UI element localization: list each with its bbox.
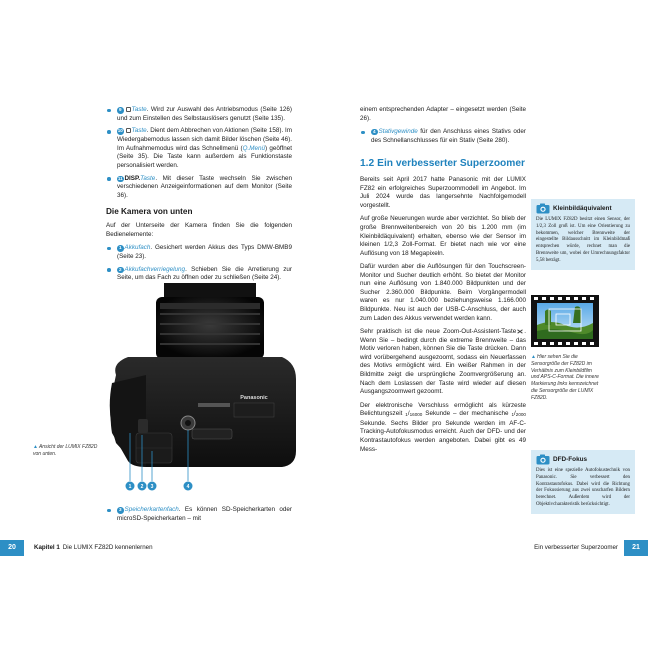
- callout-1: 1: [128, 484, 132, 490]
- section-number: 1.2: [360, 158, 375, 170]
- list-item-term: Stativgewinde: [378, 127, 418, 135]
- list-item-text: . Dient dem Abbrechen von Aktionen (Seite 158). Im Wiedergabemodus lassen sich damit Bilder löschen (Seite 46). Im Aufnahmemodus wird das Schnellmenü (: [117, 127, 292, 152]
- camera-bottom-photo: [106, 283, 298, 493]
- section-heading: [360, 158, 526, 170]
- paragraph-shutter: Der elektronische Verschluss ermöglicht als kürzeste Belichtungszeit $^1/_{16000}$ Sekunde – der mechanische $^1/_{2000}$ Sekunde. Sechs Bilder pro Sekunde werden im AF-C-Tracking-Autofokusmodus erreicht. Auch der DFD- und der Kontrastautofokus werden angeboten. Dabei gibt es 49 Mess-: [360, 401, 526, 453]
- bullets-stativ: [360, 128, 526, 145]
- camera-icon: [536, 203, 550, 214]
- callout-2: 2: [140, 484, 144, 490]
- sidebar-box-text: Die LUMIX FZ82D besitzt einen Sensor, der 1/2,3 Zoll groß ist. Um eine Orientierung zu bekommen, welcher Brennweite der eingestellte Bildausschnitt im Kleinbildmaß entsprechen würde, rechnet man die Brennweite um, wobei der Umrechnungsfaktor 5,58 beträgt.: [536, 217, 630, 263]
- continuation-paragraph: einem entsprechenden Adapter – eingesetzt werden (Seite 26).: [360, 106, 526, 122]
- fraction-1-num: 1: [405, 412, 408, 418]
- list-item-term: Akkufachverriegelung: [124, 265, 186, 273]
- list-item: [360, 128, 526, 145]
- caption-arrow-icon: ▲: [33, 444, 38, 450]
- self-timer-icon: [126, 107, 131, 112]
- callout-number: 2: [118, 266, 122, 272]
- callout-number: 10: [117, 128, 123, 134]
- sidebar-box-title: [536, 454, 630, 465]
- disp-label: DISP.: [124, 174, 141, 182]
- list-item-text: . Mit dieser Taste wechseln Sie zwischen verschiedenen Anzeigeinformationen auf dem Monitor (Seite 36).: [117, 174, 292, 199]
- left-column-bottom: [106, 506, 292, 528]
- list-item: [106, 175, 292, 201]
- callout-number: 1: [118, 245, 122, 251]
- chapter-label: Kapitel 1: [34, 544, 60, 551]
- list-item-term: Taste: [131, 127, 147, 135]
- list-item: [106, 127, 292, 170]
- intro-paragraph: Auf der Unterseite der Kamera finden Sie die folgenden Bedienelemente:: [106, 222, 292, 238]
- paragraph-zoom: [360, 328, 526, 397]
- fraction-2-num: 1: [511, 412, 515, 418]
- list-item-text-2: ) geöffnet (Seite 35). Die Taste kann außerdem als Funktionstaste personalisiert werden.: [117, 144, 292, 169]
- photo-caption: [33, 444, 101, 458]
- sidebar-box-dfd: [531, 450, 635, 514]
- paragraph: Bereits seit April 2017 hatte Panasonic mit der LUMIX FZ82 ein erfolgreiches Superzoommodell im Angebot. Im Juli 2024 wurde das langersehnte Nachfolgemodell vorgestellt.: [360, 176, 526, 209]
- section-title: Ein verbesserter Superzoomer: [377, 158, 525, 170]
- callout-4: 4: [186, 484, 190, 490]
- subheading: Die Kamera von unten: [106, 207, 193, 217]
- fraction-1-den: 16000: [409, 412, 423, 418]
- list-item-term: Speicherkartenfach: [124, 506, 179, 513]
- callout-number: 3: [118, 507, 122, 512]
- footer-left: [0, 540, 324, 556]
- list-item-term: Taste: [140, 174, 156, 182]
- footer-chapter: [34, 540, 153, 556]
- list-item-text: . Es können SD-Speicherkarten oder microSD-Speicherkarten – mit: [117, 506, 292, 522]
- bullets-bottom-continued: [106, 506, 292, 523]
- list-item-text: . Schieben Sie die Arretierung zur Seite, um das Fach zu öffnen oder zu schließen (Seite 24).: [117, 265, 292, 282]
- film-caption-text: Hier sehen Sie die Sensorgröße der FZ82D im Verhältnis zum Kleinbildfilm und APS-C-Format. Die innere Markierung links kennzeichnet die Sensorgröße der LUMIX FZ82D.: [531, 354, 599, 401]
- list-item-text: . Wird zur Auswahl des Antriebsmodus (Seite 126) und zum Einstellen des Selbstauslösers genutzt (Seite 135).: [117, 106, 292, 122]
- chapter-title: Die LUMIX FZ82D kennenlernen: [62, 544, 153, 551]
- footer-right: [324, 540, 648, 556]
- bullets-top: [106, 106, 292, 200]
- photo-caption-text: Ansicht der LUMIX FZ82D von unten.: [33, 444, 98, 457]
- shutter-text-c: Sekunde. Sechs Bilder pro Sekunde werden im AF-C-Tracking-Autofokusmodus erreicht. Auch der DFD- und der Kontrastautofokus werden angeboten. Dabei gibt es 49 Mess-: [360, 419, 526, 453]
- sidebar-box-title-text: Kleinbildäquivalent: [553, 205, 612, 212]
- left-column: [106, 106, 292, 288]
- sensor-size-illustration: [531, 295, 599, 347]
- sidebar-box-text: Dies ist eine spezielle Autofokustechnik von Panasonic. Sie verbessert den Kontrastautofokus. Dabei wird die Richtung der Fokussierung aus zwei unscharfen Bildern berechnet. Außerdem wird der Objektivcharakteristik berücksichtigt.: [536, 468, 630, 507]
- shutter-text-b: Sekunde – der mechanische: [422, 410, 512, 418]
- sidebar-box-title: [536, 203, 630, 214]
- bullets-bottom: [106, 244, 292, 283]
- back-icon: [126, 128, 131, 133]
- list-item-text: . Gesichert werden Akkus des Typs DMW-BMB9 (Seite 23).: [117, 244, 292, 260]
- right-page: [324, 0, 648, 648]
- list-item-term: Akkufach: [124, 244, 151, 252]
- sidebar-box-title-text: DFD-Fokus: [553, 456, 588, 463]
- list-item: [106, 266, 292, 283]
- caption-arrow-icon: ▲: [531, 354, 536, 360]
- callout-number: 11: [117, 175, 123, 181]
- paragraph: Auf große Neuerungen wurde aber verzichtet. So blieb der große Brennweitenbereich von 20 bis 1.200 mm (im Kleinbildäquivalent) erhalten, ebenso wie der Sensor im kleinen 1/2,3 Zoll-Format. Er bietet nach wie vor eine Auflösung von 18 Megapixeln.: [360, 215, 526, 257]
- callout-3: 3: [150, 484, 154, 490]
- page-number: 20: [0, 540, 24, 556]
- callout-number: 4: [372, 128, 376, 134]
- footer-title: Ein verbesserter Superzoomer: [534, 544, 618, 551]
- right-column: [360, 106, 526, 459]
- callout-number: 9: [118, 107, 122, 112]
- page-number: 21: [624, 540, 648, 556]
- fraction-2-den: 2000: [515, 412, 526, 418]
- zoom-out-icon: [517, 329, 523, 334]
- list-item-term: Taste: [131, 106, 147, 113]
- list-item: [106, 506, 292, 523]
- q-menu-link: Q.Menü: [242, 144, 266, 152]
- paragraph: Dafür wurden aber die Auflösungen für den Touchscreen-Monitor und Sucher deutlich erhöht. So bietet der Monitor nun eine Auflösung von 1.840.000 Bildpunkten und der Sucher 2.360.000 Bildpunkte. Beim Vorgängermodell waren es nur 1.040.000 beziehungsweise 1.166.000 Bildpunkte. Neu ist auch der USB-C-Anschluss, der auch zum Laden des Akkus verwendet werden kann.: [360, 263, 526, 322]
- camera-icon: [536, 454, 550, 465]
- list-item: [106, 106, 292, 123]
- list-item-text: für den Anschluss eines Stativs oder des Schnellanschlusses für ein Stativ (Seite 280).: [371, 127, 526, 144]
- list-item: [106, 244, 292, 261]
- sidebar-box-kleinbild: [531, 199, 635, 270]
- zoom-text-b: . Wenn Sie – bedingt durch die extreme Brennweite – das Motiv verloren haben, können Sie die Taste drücken. Dann wird vorübergehend ausgezoomt, sodass ein Neuerfassen des Motivs ermöglicht wird. Ein weißer Rahmen in der Bildmitte zeigt die ursprüngliche Zoomvergrößerung an. Nach dem Loslassen der Taste wird wieder auf diesen Ausgangszoomwert gezoomt.: [360, 328, 526, 396]
- film-caption: [531, 354, 599, 402]
- brand-label: Panasonic: [240, 395, 268, 401]
- shutter-text-a: Der elektronische Verschluss ermöglicht als kürzeste Belichtungszeit: [360, 401, 526, 418]
- zoom-text-a: Sehr praktisch ist die neue Zoom-Out-Assistent-Taste: [360, 328, 517, 336]
